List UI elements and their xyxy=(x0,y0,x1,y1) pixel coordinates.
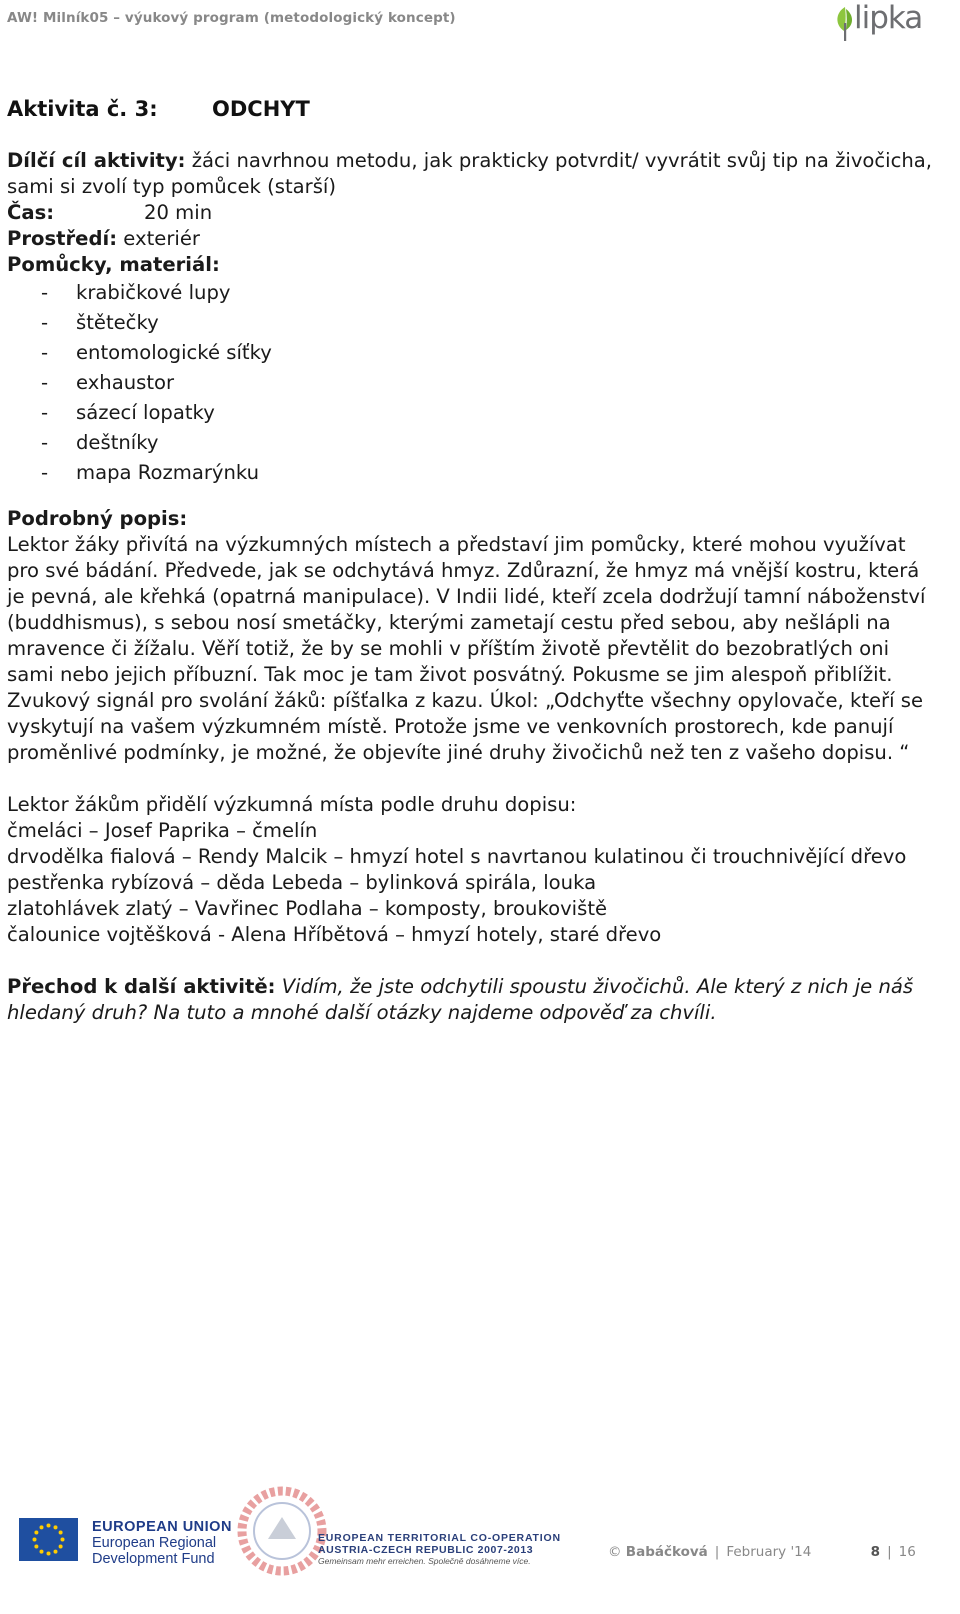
list-item xyxy=(7,338,937,368)
list-item xyxy=(7,398,937,428)
page-number-total: 16 xyxy=(898,1544,916,1560)
author-name: Babáčková xyxy=(625,1544,708,1560)
list-item-text: krabičkové lupy xyxy=(76,281,231,304)
etc-line-2: AUSTRIA-CZECH REPUBLIC 2007-2013 xyxy=(318,1544,534,1556)
tools-label: Pomůcky, materiál: xyxy=(7,253,220,276)
copyright-symbol: © xyxy=(608,1544,622,1560)
etc-line-3: Gemeinsam mehr erreichen. Společně dosáhneme více. xyxy=(318,1556,531,1566)
eu-line-1: EUROPEAN UNION xyxy=(92,1519,232,1535)
assignment-intro: Lektor žákům přidělí výzkumná místa podle druhu dopisu: xyxy=(7,793,577,816)
transition-paragraph xyxy=(7,974,937,1026)
description-label: Podrobný popis: xyxy=(7,507,188,530)
list-dash: - xyxy=(41,371,49,394)
list-item-text: entomologické síťky xyxy=(76,341,272,364)
page-number-current: 8 xyxy=(870,1544,881,1560)
description-text: Lektor žáky přivítá na výzkumných místech a představí jim pomůcky, které mohou využívat pro své bádání. Předvede, jak se odchytává hmyz. Zdůrazní, že hmyz má vnější kostru, která je pevná, ale křehká (opatrná manipulace). V Indii lidé, kteří zcela dodržují tamní náboženství (buddhismus), s sebou nosí smetáčky, kterými zametají cestu před sebou, aby nešlápli na mravence či žížalu. Věří totiž, že by se mohli v příštím životě převtělit do bezobratlých oni sami nebo jejich příbuzní. Tak moc je tam život posvátný. Pokusme se jim alespoň přiblížit. Zvukový signál pro svolání žáků: píšťalka z kazu. Úkol: „Odchyťte všechny opylovače, kteří se vyskytují na vašem výzkumném místě. Protože jsme ve venkovních prostorech, kde panují proměnlivé podmínky, je možné, že objevíte jiné druhy živočichů než ten z vašeho dopisu. “ xyxy=(7,533,926,764)
list-dash: - xyxy=(41,401,49,424)
activity-label: Aktivita č. 3: xyxy=(7,97,158,121)
transition-label: Přechod k další aktivitě: xyxy=(7,975,276,998)
list-item-text: mapa Rozmarýnku xyxy=(76,461,260,484)
assignment-line: zlatohlávek zlatý – Vavřinec Podlaha – komposty, broukoviště xyxy=(7,897,608,920)
eu-flag-icon xyxy=(19,1518,78,1561)
assignment-line: čmeláci – Josef Paprika – čmelín xyxy=(7,819,318,842)
footer-separator: | xyxy=(714,1544,720,1560)
environment-row xyxy=(7,226,937,252)
logo-wordmark: lipka xyxy=(854,0,923,36)
environment-value: exteriér xyxy=(123,227,200,250)
list-item xyxy=(7,458,937,488)
activity-title xyxy=(7,97,310,121)
list-item-text: sázecí lopatky xyxy=(76,401,215,424)
footer-meta xyxy=(608,1544,916,1560)
list-item-text: exhaustor xyxy=(76,371,175,394)
environment-label: Prostředí: xyxy=(7,227,118,250)
document-header-title: AW! Milník05 – výukový program (metodologický koncept) xyxy=(7,10,456,26)
list-item xyxy=(7,368,937,398)
goal-paragraph xyxy=(7,148,937,200)
page-footer xyxy=(0,1480,960,1614)
list-item-text: deštníky xyxy=(76,431,159,454)
eu-fund-text xyxy=(92,1519,232,1567)
list-dash: - xyxy=(41,461,49,484)
tools-list xyxy=(7,278,937,488)
footer-separator: | xyxy=(887,1544,892,1560)
activity-content xyxy=(7,148,937,1026)
list-dash: - xyxy=(41,341,49,364)
lipka-logo xyxy=(832,0,924,41)
list-item xyxy=(7,428,937,458)
activity-name: ODCHYT xyxy=(212,97,310,121)
list-dash: - xyxy=(41,431,49,454)
eu-line-2: European Regional xyxy=(92,1535,217,1551)
list-dash: - xyxy=(41,281,49,304)
time-value: 20 min xyxy=(144,201,213,224)
transition-text: Vidím, že jste odchytili spoustu živočichů. Ale který z nich je náš hledaný druh? Na tuto a mnohé další otázky najdeme odpověď za chvíli. xyxy=(7,975,914,1024)
list-item-text: štětečky xyxy=(76,311,159,334)
etc-line-1: EUROPEAN TERRITORIAL CO-OPERATION xyxy=(318,1532,561,1544)
eu-line-3: Development Fund xyxy=(92,1551,215,1567)
assignment-line: čalounice vojtěšková - Alena Hříbětová – hmyzí hotely, staré dřevo xyxy=(7,923,662,946)
time-label: Čas: xyxy=(7,201,55,224)
assignment-line: pestřenka rybízová – děda Lebeda – bylinková spirála, louka xyxy=(7,871,597,894)
goal-label: Dílčí cíl aktivity: xyxy=(7,149,186,172)
etc-program-text xyxy=(318,1532,561,1567)
footer-date: February '14 xyxy=(726,1544,812,1560)
list-dash: - xyxy=(41,311,49,334)
list-item xyxy=(7,278,937,308)
assignment-line: drvodělka fialová – Rendy Malcik – hmyzí hotel s navrtanou kulatinou či trouchnivějící dřevo xyxy=(7,845,907,868)
list-item xyxy=(7,308,937,338)
cz-cooperation-logo-icon xyxy=(234,1483,330,1579)
time-row xyxy=(7,200,937,226)
goal-text: žáci navrhnou metodu, jak prakticky potvrdit/ vyvrátit svůj tip na živočicha, sami si zvolí typ pomůcek (starší) xyxy=(7,149,933,198)
